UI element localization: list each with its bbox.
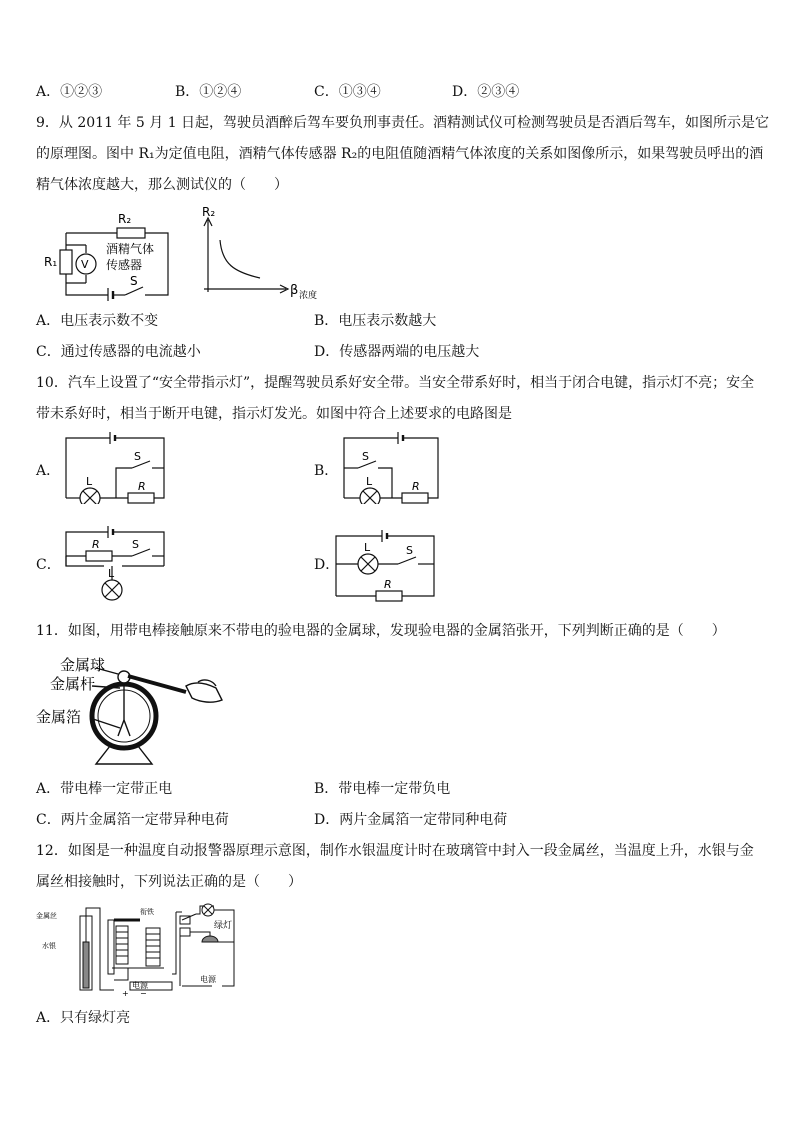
q12-stem-line-1: 12．如图是一种温度自动报警器原理示意图，制作水银温度计时在玻璃管中封入一段金属丝，当温度上升，水银与金 [36,843,754,859]
q9-option-a: A．电压表示数不变 [36,313,159,329]
q11-label-rod: 金属杆 [50,675,96,693]
q12-label-plus: + [122,989,129,998]
q9-sensor-label-2: 传感器 [106,258,143,272]
q10-b-lamp-label: L [366,475,373,488]
q11-option-c: C．两片金属箔一定带异种电荷 [36,812,229,828]
q12-label-mercury: 水银 [42,942,56,950]
q12-label-power-1: 电源 [132,981,148,990]
q11-option-b: B．带电棒一定带负电 [314,781,451,797]
q11-option-a: A．带电棒一定带正电 [36,781,173,797]
q10-d-lamp-label: L [364,541,371,554]
q12-label-power-2: 电源 [200,975,216,984]
q12-alarm-figure [36,902,246,998]
q12-label-iron: 衔铁 [140,908,154,916]
q10-d-switch-label: S [406,544,413,557]
q12-label-minus: − [140,989,147,998]
q8-option-d: D．②③④ [452,84,520,100]
q9-option-c: C．通过传感器的电流越小 [36,344,201,360]
q10-label-d: D． [314,557,340,573]
q12-label-wire: 金属丝 [36,912,57,920]
q10-stem-line-1: 10．汽车上设置了“安全带指示灯”，提醒驾驶员系好安全带。当安全带系好时，相当于闭合电键，指示灯不亮；安全 [36,375,755,391]
q9-r1-label: R₁ [44,255,58,269]
q10-a-switch-label: S [134,450,141,463]
q12-option-a: A．只有绿灯亮 [36,1010,131,1026]
q12-stem-line-2: 属丝相接触时，下列说法正确的是（ ） [36,874,302,890]
q10-b-switch-label: S [362,450,369,463]
q9-option-d: D．传感器两端的电压越大 [314,344,480,360]
q9-stem-line-1: 9．从 2011 年 5 月 1 日起，驾驶员酒醉后驾车要负刑事责任。酒精测试仪可检测驾驶员是否酒后驾车，如图所示是它 [36,115,770,131]
q9-graph-xunit: 浓度 [299,291,318,301]
q9-sensor-label-1: 酒精气体 [106,242,155,256]
q10-circuit-d [334,528,440,604]
q10-circuit-c [64,522,170,604]
q10-a-lamp-label: L [86,475,93,488]
q9-graph-xlabel: β [290,283,299,298]
q10-circuit-a [64,430,170,504]
q9-graph-ylabel: R₂ [202,205,216,219]
q11-electroscope-figure [36,652,236,770]
q11-option-d: D．两片金属箔一定带同种电荷 [314,812,508,828]
q10-label-a: A． [36,463,61,479]
q9-resistance-graph [198,202,328,302]
q8-option-c: C．①③④ [314,84,381,100]
q10-d-resistor-label: R [384,578,392,591]
q9-stem-line-2: 的原理图。图中 R₁为定值电阻，酒精气体传感器 R₂的电阻值随酒精气体浓度的关系如图像所示，如果驾驶员呼出的酒 [36,146,764,162]
q12-label-green-lamp: 绿灯 [214,921,233,931]
q10-c-switch-label: S [132,538,139,551]
q9-circuit-diagram [40,205,180,301]
q11-stem: 11．如图，用带电棒接触原来不带电的验电器的金属球，发现验电器的金属箔张开，下列判断正确的是（ ） [36,623,726,639]
q10-c-resistor-label: R [92,538,100,551]
q10-stem-line-2: 带未系好时，相当于断开电键，指示灯发光。如图中符合上述要求的电路图是 [36,406,512,422]
q8-option-b: B．①②④ [175,84,242,100]
q8-option-a: A．①②③ [36,84,103,100]
q10-label-b: B． [314,463,339,479]
q9-switch-label: S [130,274,138,288]
q9-stem-line-3: 精气体浓度越大，那么测试仪的（ ） [36,177,288,193]
q10-b-resistor-label: R [412,480,420,493]
q10-a-resistor-label: R [138,480,146,493]
q11-label-ball: 金属球 [60,656,106,674]
q9-voltmeter-label: V [81,258,89,271]
q10-circuit-b [342,430,442,504]
q9-r2-label: R₂ [118,212,132,226]
q9-option-b: B．电压表示数越大 [314,313,437,329]
q11-label-foil: 金属箔 [36,708,82,726]
q10-label-c: C． [36,557,61,573]
q10-c-lamp-label: L [108,567,115,580]
